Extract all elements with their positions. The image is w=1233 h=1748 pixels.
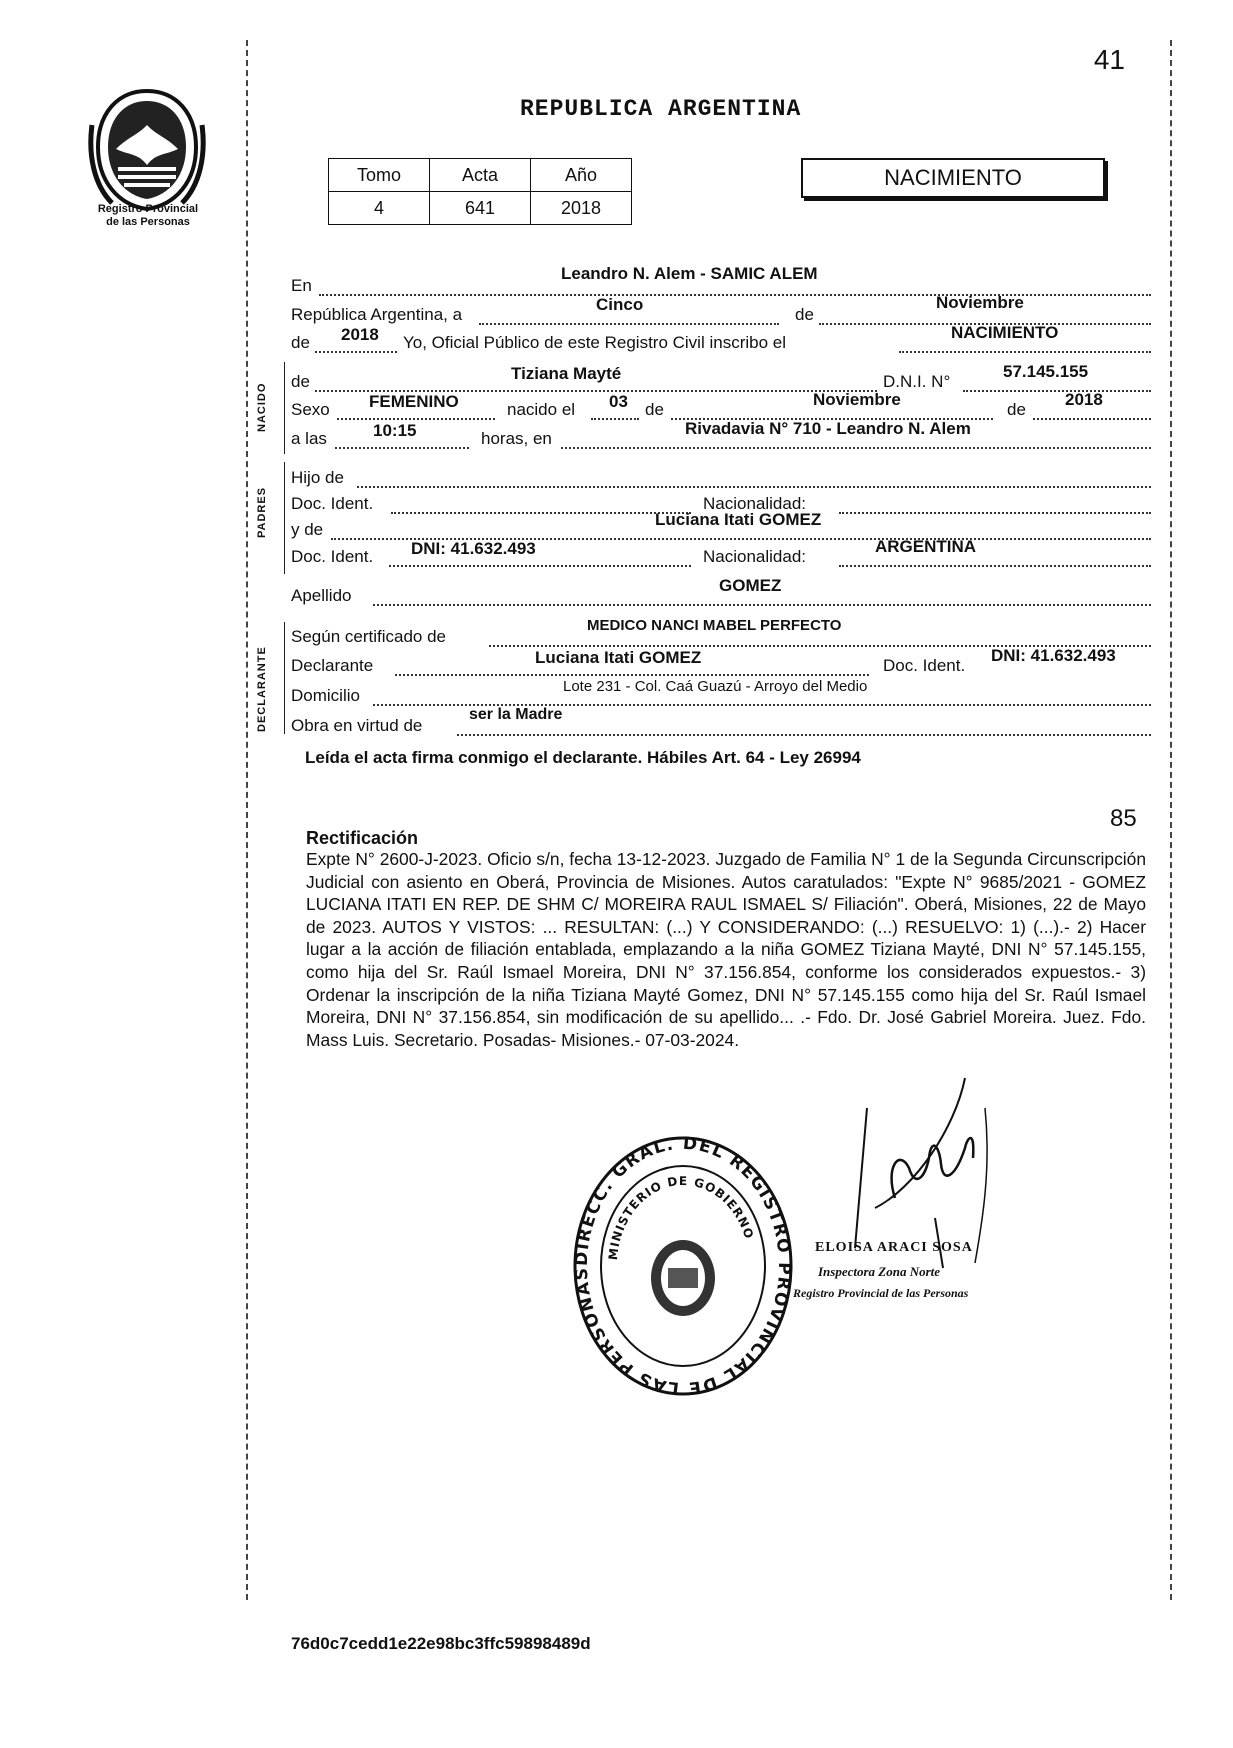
nacido-label: nacido el <box>507 400 576 419</box>
hijo-label: Hijo de <box>291 468 344 487</box>
apellido-value: GOMEZ <box>719 576 782 595</box>
dots <box>839 512 1151 514</box>
acta-value: 641 <box>430 192 531 225</box>
nac1-label: Nacionalidad: <box>703 494 807 513</box>
row-hijo <box>291 464 1151 490</box>
country-title: REPUBLICA ARGENTINA <box>520 96 802 122</box>
dots <box>457 734 1151 736</box>
sexo-label: Sexo <box>291 400 330 419</box>
republica-label: República Argentina, a <box>291 305 463 324</box>
madre-value: Luciana Itati GOMEZ <box>655 510 822 529</box>
doc2-label: Doc. Ident. <box>291 547 374 566</box>
dots <box>839 565 1151 567</box>
dia-value: Cinco <box>596 295 644 314</box>
row-nombre <box>291 362 1151 394</box>
rectificacion-body: Expte N° 2600-J-2023. Oficio s/n, fecha 13-12-2023. Juzgado de Familia N° 1 de la Segunda Circunscripción Judicial con asiento en Oberá, Provincia de Misiones. Autos caratulados: "Expte N° 9685/2021 - GOMEZ LUCIANA ITATI EN REP. DE SHM C/ MOREIRA RAUL ISMAEL S/ Filiación". Oberá, Misiones, 22 de Mayo de 2023. AUTOS Y VISTOS: ... RESULTAN: (...) Y CONSIDERANDO: (...) RESUELVO: 1) (...).- 2) Hacer lugar a la acción de filiación entablada, emplazando a la niña GOMEZ Tiziana Mayté, DNI N° 57.145.155, como hija del Sr. Raúl Ismael Moreira, DNI N° 37.156.854, conforme los considerados expuestos.- 3) Ordenar la inscripción de la niña Tiziana Mayté Gomez, DNI N° 57.145.155 como hija del Sr. Raúl Ismael Moreira, DNI N° 37.156.854, sin modificación de su apellido... .- Fdo. Dr. José Gabriel Moreira. Juez. Fdo. Mass Luis. Secretario. Posadas- Misiones.- 07-03-2024. <box>306 849 1146 1050</box>
logo-caption-line1: Registro Provincial <box>97 203 199 215</box>
seal-outer-text: DIRECC. GRAL. DEL REGISTRO PROVINCIAL DE LAS PERSONAS <box>572 1135 794 1397</box>
hora-label: a las <box>291 429 327 448</box>
nac-de-label: de <box>645 400 664 419</box>
anio-header: Año <box>531 159 632 192</box>
de2-label: de <box>291 333 310 352</box>
logo-caption-line2: de las Personas <box>106 216 190 228</box>
right-margin-line <box>1170 40 1172 1600</box>
tipo-value: NACIMIENTO <box>951 323 1059 342</box>
document-hash: 76d0c7cedd1e22e98bc3ffc59898489d <box>291 1634 591 1653</box>
row-declarante <box>291 646 1151 678</box>
section-padres: PADRES <box>256 486 268 538</box>
dots <box>319 294 1151 296</box>
doc1-label: Doc. Ident. <box>291 494 374 513</box>
nac-dia: 03 <box>609 392 628 411</box>
de-label: de <box>795 305 814 324</box>
padres-bar <box>284 462 285 574</box>
domicilio-label: Domicilio <box>291 686 360 705</box>
official-seal <box>572 1135 794 1397</box>
dni-label: D.N.I. N° <box>883 372 951 391</box>
record-type-box: NACIMIENTO <box>801 158 1105 198</box>
nac-mes: Noviembre <box>813 390 901 409</box>
province-logo <box>88 85 206 215</box>
dots <box>899 351 1151 353</box>
row-doc2 <box>291 537 1151 569</box>
dots <box>391 512 691 514</box>
horas-label: horas, en <box>481 429 552 448</box>
dots <box>395 674 869 676</box>
signer-name: ELOISA ARACI SOSA <box>815 1240 973 1255</box>
logo-caption <box>78 203 218 229</box>
yde-label: y de <box>291 520 324 539</box>
signer-org: Registro Provincial de las Personas <box>793 1286 969 1300</box>
row-domicilio <box>291 678 1151 708</box>
anio-value: 2018 <box>531 192 632 225</box>
signature-scribble <box>815 1068 1005 1268</box>
nac2-value: ARGENTINA <box>875 537 977 556</box>
dots <box>963 390 1151 392</box>
declarante-label: Declarante <box>291 656 374 675</box>
apellido-label: Apellido <box>291 586 352 605</box>
dots <box>315 351 397 353</box>
declarante-value: Luciana Itati GOMEZ <box>535 648 702 667</box>
nacido-bar <box>284 362 285 454</box>
rectificacion-number: 85 <box>1110 805 1137 832</box>
tomo-value: 4 <box>329 192 430 225</box>
en-value: Leandro N. Alem - SAMIC ALEM <box>561 264 818 283</box>
mes-value: Noviembre <box>936 293 1024 312</box>
left-margin-line <box>246 40 248 1600</box>
cert-value: MEDICO NANCI MABEL PERFECTO <box>587 617 842 634</box>
nac2-label: Nacionalidad: <box>703 547 807 566</box>
dots <box>561 447 1151 449</box>
sexo-value: FEMENINO <box>369 392 459 411</box>
signer-title: Inspectora Zona Norte <box>818 1264 941 1279</box>
acta-header: Acta <box>430 159 531 192</box>
en-label: En <box>291 276 312 295</box>
dots <box>337 418 495 420</box>
dots <box>357 486 1151 488</box>
dots <box>591 418 639 420</box>
domicilio-value: Lote 231 - Col. Caá Guazú - Arroyo del Medio <box>563 678 868 695</box>
nac-anio: 2018 <box>1065 390 1103 409</box>
dots <box>335 447 469 449</box>
dni-value: 57.145.155 <box>1003 362 1089 381</box>
doc3-value: DNI: 41.632.493 <box>991 646 1116 665</box>
dots <box>479 323 779 325</box>
row-hora <box>291 419 1151 451</box>
registry-table <box>328 158 632 225</box>
oficial-text: Yo, Oficial Público de este Registro Civil inscribo el <box>403 333 786 352</box>
seal-inner-text: MINISTERIO DE GOBIERNO <box>605 1173 757 1261</box>
dots <box>373 604 1151 606</box>
hora-value: 10:15 <box>373 421 417 440</box>
closing-statement: Leída el acta firma conmigo el declarante. Hábiles Art. 64 - Ley 26994 <box>305 748 861 767</box>
anio-value-field: 2018 <box>341 325 379 344</box>
dots <box>389 565 691 567</box>
declarante-bar <box>284 622 285 734</box>
nombre-label: de <box>291 372 310 391</box>
row-apellido <box>291 576 1151 608</box>
lugar-value: Rivadavia N° 710 - Leandro N. Alem <box>685 419 971 438</box>
obra-label: Obra en virtud de <box>291 716 423 735</box>
section-declarante: DECLARANTE <box>256 646 268 732</box>
nac-de2-label: de <box>1007 400 1026 419</box>
cert-label: Según certificado de <box>291 627 446 646</box>
row-oficial <box>291 323 1151 355</box>
nombre-value: Tiziana Mayté <box>511 364 622 383</box>
section-nacido: NACIDO <box>256 382 268 432</box>
doc2-value: DNI: 41.632.493 <box>411 539 536 558</box>
obra-value: ser la Madre <box>469 706 563 723</box>
rectificacion-title: Rectificación <box>306 828 419 848</box>
dots <box>1033 418 1151 420</box>
tomo-header: Tomo <box>329 159 430 192</box>
row-obra <box>291 706 1151 738</box>
doc3-label: Doc. Ident. <box>883 656 966 675</box>
page-number: 41 <box>1093 44 1125 75</box>
